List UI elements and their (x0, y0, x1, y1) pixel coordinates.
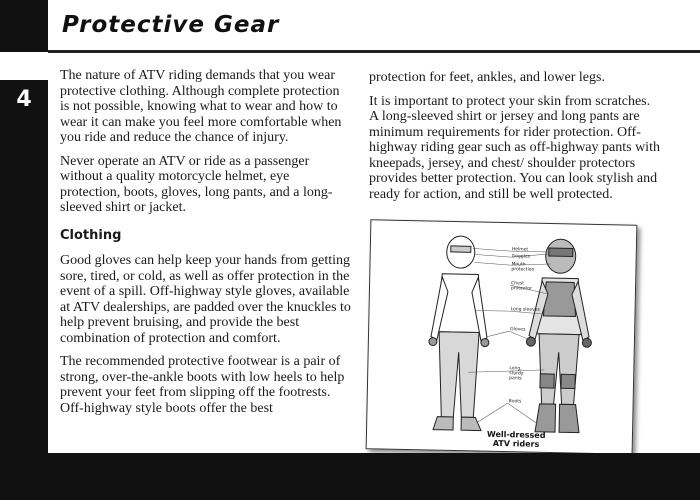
chapter-number-tab: 4 (0, 80, 48, 120)
riders-drawing (367, 220, 637, 453)
label-chest-protector: Chest protector (510, 281, 532, 292)
caption-line-1: Well-dressed (486, 429, 546, 440)
label-gloves: Gloves (510, 327, 526, 333)
label-goggles: Goggles (511, 254, 531, 260)
intro-paragraph-2: Never operate an ATV or ride as a passenger without a quality motorcycle helmet, eye protection, boots, gloves, long pants, and a long-sleeved shirt or jacket. (60, 153, 333, 215)
clothing-subheading: Clothing (60, 227, 122, 243)
skin-protection-paragraph: It is important to protect your skin from scratches. A long-sleeved shirt or jersey and long pants are minimum requirements for rider protection. Off-highway riding gear such as off-highway pants with kneepads, jersey, and chest/ shoulder protectors provides better protection. You can look stylish and ready for action, and still be well protected. (369, 93, 660, 202)
caption-line-2: ATV riders (492, 438, 540, 449)
label-helmet: Helmet (511, 247, 529, 253)
label-mouth-protection: Mouth protection (511, 262, 535, 273)
footer-bar (0, 453, 700, 500)
right-column (369, 70, 661, 210)
label-boots: Boots (508, 399, 522, 405)
clothing-paragraph-2: The recommended protective footwear is a pair of strong, over-the-ankle boots with low heels to help prevent your feet from slipping off the footrests. Off-highway style boots offer the best (60, 354, 345, 416)
page-title: Protective Gear (62, 12, 280, 38)
label-long-sturdy-pants: Long, sturdy pants (509, 366, 524, 382)
clothing-paragraph-1: Good gloves can help keep your hands from getting sore, tired, or cold, as well as offer protection in the event of a spill. Off-highway style gloves, available at ATV dealerships, are padded over the knuckles to help prevent bruising, and provide the best combination of protection and comfort. (60, 253, 351, 346)
continued-paragraph: protection for feet, ankles, and lower legs. (369, 70, 605, 85)
figure-caption (487, 430, 546, 449)
left-column (60, 68, 352, 424)
label-long-sleeves: Long sleeves (510, 307, 540, 313)
header-rule (48, 50, 700, 53)
intro-paragraph-1: The nature of ATV riding demands that you wear protective clothing. Although complete protection is not possible, knowing what to wear and how to wear it can make you feel more comfortable when you ride and reduce the chance of injury. (60, 68, 342, 145)
left-side-bar (0, 0, 48, 453)
riders-illustration (366, 219, 638, 455)
